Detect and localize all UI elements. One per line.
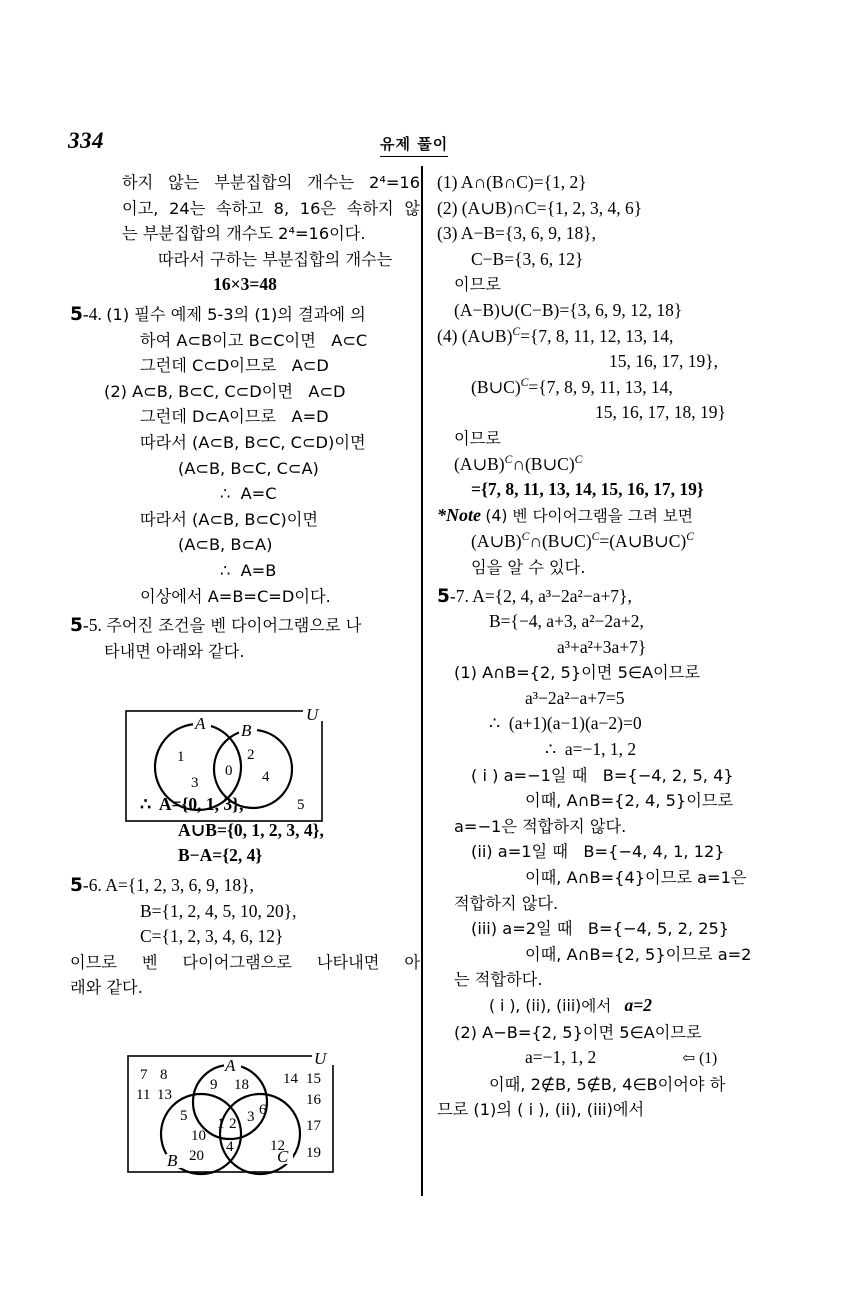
set-c-label-3: C [277,1147,289,1166]
page-number: 334 [68,128,104,153]
intro-line-1: 하지 않는 부분집합의 개수는 2⁴=16 [122,173,420,192]
venn3-outside-6: 15 [306,1071,321,1087]
item-5-4-line-3: 그런데 C⊂D이므로 A⊂D [140,356,329,376]
answer-4-rhs-2: ={7, 8, 9, 11, 13, 14, [528,376,673,397]
case-i-line-1: 이때, A∩B={2, 4, 5}이므로 [525,791,734,811]
answer-4-line-2: 15, 16, 17, 19}, [609,351,719,372]
item-5-4-line-8: ∴ A=C [220,484,277,504]
note-f2: ∩(B∪C) [529,531,592,552]
answer-1: (1) A∩(B∩C)={1, 2} [437,172,587,192]
part2-eq-row [437,1045,787,1072]
set-b-label: B [241,721,252,740]
note-formula [437,529,787,555]
answer-4-f2: ∩(B∪C) [512,453,575,474]
item-5-4-line-7: (A⊂B, B⊂C, C⊂A) [178,458,319,478]
item-5-5-result-2: A∪B={0, 1, 2, 3, 4}, [178,819,324,840]
venn3-b-c-1: 4 [226,1139,234,1155]
case-ii-head: (ii) a=1일 때 B={−4, 4, 1, 12} [471,842,725,862]
item-5-6-number: 5 [70,875,83,897]
universe-label-3: U [314,1049,327,1068]
venn3-b-only-3: 20 [189,1148,204,1164]
item-5-7-number: 5 [437,585,450,607]
item-5-4-suffix: -4. [82,303,102,324]
case-iii-line-1: 이때, A∩B={2, 5}이므로 a=2 [525,944,752,964]
answer-3-result: (A−B)∪(C−B)={3, 6, 9, 12, 18} [454,299,683,320]
part2-line-1: 이때, 2∉B, 5∉B, 4∈B이어야 하 [489,1074,726,1094]
item-5-7-set-a: A={2, 4, a³−2a²−a+7}, [472,585,632,606]
item-5-4-line-12: 이상에서 A=B=C=D이다. [140,586,331,606]
item-5-6-text-1: 이므로 벤 다이어그램으로 나타내면 아 [70,952,420,972]
page-title: 유제 풀이 [380,133,448,157]
intro-result: 16×3=48 [213,274,277,295]
part1-eq1: a³−2a²−a+7=5 [525,687,625,708]
item-5-7-set-b-1: B={−4, a+3, a²−2a+2, [489,611,644,632]
item-5-6-suffix: -6. [82,875,102,896]
answer-4-f1: (A∪B) [454,453,505,474]
item-5-4-line-9: 따라서 (A⊂B, B⊂C)이면 [140,509,318,529]
answer-4-line-7: ={7, 8, 11, 13, 14, 15, 16, 17, 19} [471,479,704,500]
venn3-outside-9: 19 [306,1145,321,1161]
venn2-b-only-1: 2 [247,747,255,763]
venn3-outside-8: 17 [306,1118,321,1134]
intro-line-3: 는 부분집합의 개수도 2⁴=16이다. [122,224,366,244]
item-5-4-line-6: 따라서 (A⊂B, B⊂C, C⊂D)이면 [140,432,366,452]
item-5-5-result-1: ∴ A={0, 1, 3}, [140,794,244,815]
item-5-4-number: 5 [70,303,83,325]
item-5-4-line-4: (2) A⊂B, B⊂C, C⊂D이면 A⊂D [104,381,346,401]
venn3-c-only-1: 12 [270,1138,285,1154]
intro-line-2: 이고, 24는 속하고 8, 16은 속하지 않 [122,198,420,218]
left-column [70,170,420,1001]
part1-conclusion [437,993,787,1020]
item-5-6-set-a: A={1, 2, 3, 6, 9, 18}, [105,875,254,896]
venn-diagram-two-set [125,705,345,827]
case-ii-line-2: 적합하지 않다. [454,893,559,913]
complement-superscript-4: C [574,453,583,466]
item-5-7-set-b-2: a³+a²+3a+7} [557,636,647,657]
venn3-outside-5: 14 [283,1071,298,1087]
note-tail: 임을 알 수 있다. [471,557,586,577]
item-5-6-set-b: B={1, 2, 4, 5, 10, 20}, [140,900,297,921]
item-5-7-header [437,584,787,610]
venn3-outside-2: 8 [160,1067,168,1083]
answer-4-lhs: (4) (A∪B) [437,325,513,346]
complement-superscript-1: C [512,325,521,338]
venn3-outside-3: 11 [136,1087,151,1103]
note-header [437,503,787,530]
set-b-label-3: B [167,1151,178,1170]
note-label: *Note [437,504,481,525]
venn-diagram-three-set [58,1050,338,1178]
part1-conclusion-answer: a=2 [624,995,652,1015]
answer-3b: C−B={3, 6, 12} [471,248,584,269]
part1-conclusion-pre: ( i ), (ii), (iii)에서 [489,997,612,1015]
set-a-label-3: A [225,1056,236,1075]
part2-reference: ⇦ (1) [682,1050,718,1068]
venn2-a-only-1: 1 [177,749,185,765]
item-5-5-text-2: 타내면 아래와 같다. [104,641,245,661]
item-5-5-result-3: B−A={2, 4} [178,845,263,866]
answer-4-line-4: 15, 16, 17, 18, 19} [595,402,726,423]
answer-4-line-6 [437,452,787,478]
complement-superscript-6: C [591,531,600,544]
item-5-4-header [70,302,420,328]
part2-line-2: 므로 (1)의 ( i ), (ii), (iii)에서 [437,1100,645,1120]
column-divider [421,166,423,1196]
complement-superscript-7: C [686,531,694,544]
part1-eq3: ∴ a=−1, 1, 2 [545,739,637,760]
item-5-4-line-2: 하여 A⊂B이고 B⊂C이면 A⊂C [140,330,368,350]
item-5-4-line-1: (1) 필수 예제 5-3의 (1)의 결과에 의 [106,304,366,324]
answer-3: (3) A−B={3, 6, 9, 18}, [437,223,597,244]
complement-superscript-5: C [521,531,530,544]
venn3-abc-1: 1 [217,1116,225,1132]
answer-4-lhs-2: (B∪C) [471,376,521,397]
set-a-label: A [195,714,206,733]
case-ii-line-1: 이때, A∩B={4}이므로 a=1은 [525,868,747,888]
note-f3: =(A∪B∪C) [599,531,687,552]
item-5-4-line-11: ∴ A=B [220,560,277,580]
venn2-b-only-2: 4 [262,769,270,785]
item-5-5-text-1: 주어진 조건을 벤 다이어그램으로 나 [106,616,362,636]
answer-4-line-3 [437,375,787,401]
note-intro: (4) 벤 다이어그램을 그려 보면 [485,506,693,525]
venn3-a-c-2: 6 [259,1102,267,1118]
part2-eq1: a=−1, 1, 2 [525,1047,597,1068]
venn3-outside-7: 16 [306,1092,321,1108]
answer-3-conj: 이므로 [454,275,501,295]
case-iii-head: (iii) a=2일 때 B={−4, 5, 2, 25} [471,919,730,939]
venn3-outside-1: 7 [140,1067,148,1083]
answer-4-conj: 이므로 [454,428,501,448]
universe-label: U [306,705,319,724]
part2-head: (2) A−B={2, 5}이면 5∈A이므로 [454,1022,702,1042]
case-iii-line-2: 는 적합하다. [454,970,543,990]
venn3-a-c-1: 3 [247,1109,255,1125]
intro-conclusion: 따라서 구하는 부분집합의 개수는 [158,249,393,269]
part1-head: (1) A∩B={2, 5}이면 5∈A이므로 [454,663,700,683]
venn3-a-only-1: 9 [210,1077,218,1093]
venn3-a-only-2: 18 [234,1077,249,1093]
item-5-5-suffix: -5. [82,615,102,636]
venn3-outside-4: 13 [157,1087,172,1103]
complement-superscript-2: C [520,376,529,389]
answer-4-line-1 [437,324,787,350]
item-5-6-text-2: 래와 같다. [70,978,143,998]
venn3-b-only-1: 5 [180,1108,188,1124]
item-5-5-number: 5 [70,615,83,637]
complement-superscript-3: C [504,453,513,466]
note-f1: (A∪B) [471,531,522,552]
item-5-4-line-10: (A⊂B, B⊂A) [178,535,273,555]
venn3-b-only-2: 10 [191,1128,206,1144]
venn2-a-only-2: 3 [191,775,199,791]
venn2-outside-1: 5 [297,797,305,813]
item-5-6-set-c: C={1, 2, 3, 4, 6, 12} [140,926,284,947]
part1-eq2: ∴ (a+1)(a−1)(a−2)=0 [489,713,642,734]
right-column [437,170,787,1123]
answer-4-rhs: ={7, 8, 11, 12, 13, 14, [520,325,674,346]
answer-2: (2) (A∪B)∩C={1, 2, 3, 4, 6} [437,197,643,218]
item-5-7-suffix: -7. [449,585,469,606]
venn2-intersection-1: 0 [225,763,233,779]
item-5-4-line-5: 그런데 D⊂A이므로 A=D [140,407,329,427]
item-5-6-header [70,873,420,899]
case-i-line-2: a=−1은 적합하지 않다. [454,816,627,836]
item-5-5-header [70,613,420,639]
venn3-abc-2: 2 [229,1116,237,1132]
case-i-head: ( i ) a=−1일 때 B={−4, 2, 5, 4} [471,765,734,785]
